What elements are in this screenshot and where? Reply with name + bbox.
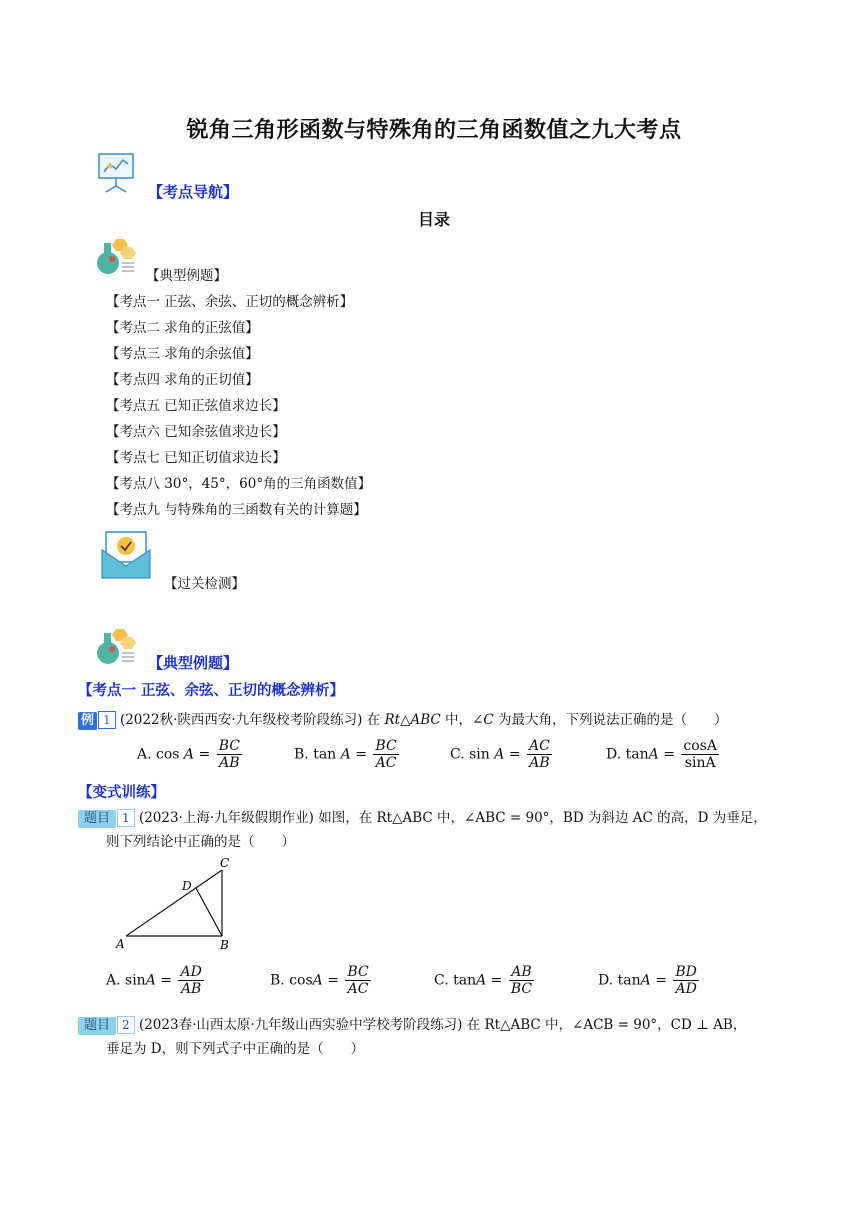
question-2-line2: 垂足为 D，则下列式子中正确的是（ ） bbox=[106, 1041, 365, 1057]
example-1-angle: C bbox=[483, 712, 494, 728]
variant-heading: 【变式训练】 bbox=[78, 784, 165, 801]
toc-title: 目录 bbox=[417, 210, 450, 229]
example-1-stem bbox=[78, 708, 728, 732]
question-2-line1: (2023春·山西太原·九年级山西实验中学校考阶段练习) 在 Rt△ABC 中，∠ACB = 90°，CD ⊥ AB， bbox=[138, 1017, 747, 1033]
question-1-option-a[interactable]: A. sinA = $\frac{AD}{AB}$ bbox=[106, 964, 202, 997]
question-number: 2 bbox=[117, 1016, 135, 1034]
example-1-triangle: Rt△ABC bbox=[384, 712, 441, 728]
toc-item-kp9[interactable]: 【考点九 与特殊角的三函数有关的计算题】 bbox=[106, 502, 367, 518]
envelope-check-icon bbox=[100, 528, 152, 584]
vertex-label-b: B bbox=[220, 938, 229, 952]
toc-item-examples[interactable]: 【典型例题】 bbox=[146, 268, 227, 284]
vertex-label-a: A bbox=[116, 937, 125, 951]
question-badge: 题目 bbox=[78, 810, 116, 828]
question-1-line1: (2023·上海·九年级假期作业) 如图，在 Rt△ABC 中，∠ABC = 90°，BD 为斜边 AC 的高，D 为垂足， bbox=[138, 810, 767, 826]
toc-item-kp3[interactable]: 【考点三 求角的余弦值】 bbox=[106, 346, 259, 362]
toc-item-kp7[interactable]: 【考点七 已知正切值求边长】 bbox=[106, 450, 286, 466]
example-1-option-a[interactable]: A. cos A = $\frac{BC}{AB}$ bbox=[137, 738, 240, 771]
toc-item-kp8[interactable]: 【考点八 30°，45°，60°角的三角函数值】 bbox=[106, 476, 372, 492]
kp1-heading: 【考点一 正弦、余弦、正切的概念辨析】 bbox=[78, 682, 345, 699]
question-1-option-d[interactable]: D. tanA = $\frac{BD}{AD}$ bbox=[598, 964, 697, 997]
example-1-text: 中，∠ bbox=[440, 712, 484, 728]
example-1-question: 为最大角，下列说法正确的是（ ） bbox=[493, 712, 728, 728]
example-1-option-b[interactable]: B. tan A = $\frac{BC}{AC}$ bbox=[294, 738, 397, 771]
question-number: 1 bbox=[117, 809, 135, 827]
flask-icon bbox=[94, 627, 138, 671]
toc-item-kp1[interactable]: 【考点一 正弦、余弦、正切的概念辨析】 bbox=[106, 294, 354, 310]
question-badge: 题目 bbox=[78, 1017, 116, 1035]
toc-item-check[interactable]: 【过关检测】 bbox=[164, 576, 245, 592]
example-1-option-d[interactable]: D. tanA = $\frac{\cos A}{\sin A}$ bbox=[606, 738, 717, 771]
question-1-option-b[interactable]: B. cosA = $\frac{BC}{AC}$ bbox=[270, 964, 369, 997]
example-number: 1 bbox=[98, 711, 116, 729]
toc-item-kp5[interactable]: 【考点五 已知正弦值求边长】 bbox=[106, 398, 286, 414]
example-badge: 例 bbox=[78, 712, 97, 730]
question-2-stem bbox=[78, 1013, 746, 1037]
page-title: 锐角三角形函数与特殊角的三角函数值之九大考点 bbox=[186, 117, 682, 143]
presentation-board-icon bbox=[96, 152, 138, 198]
vertex-label-c: C bbox=[220, 856, 230, 870]
examples-heading: 【典型例题】 bbox=[148, 654, 239, 672]
triangle-figure bbox=[110, 854, 240, 958]
question-1-stem bbox=[78, 806, 767, 830]
example-1-option-c[interactable]: C. sin A = $\frac{AC}{AB}$ bbox=[450, 738, 550, 771]
example-1-source: (2022秋·陕西西安·九年级校考阶段练习) 在 bbox=[119, 712, 385, 728]
question-1-option-c[interactable]: C. tanA = $\frac{AB}{BC}$ bbox=[434, 964, 533, 997]
flask-icon bbox=[94, 237, 138, 281]
toc-item-kp2[interactable]: 【考点二 求角的正弦值】 bbox=[106, 320, 259, 336]
toc-item-kp4[interactable]: 【考点四 求角的正切值】 bbox=[106, 372, 259, 388]
nav-heading: 【考点导航】 bbox=[148, 183, 239, 201]
vertex-label-d: D bbox=[182, 879, 192, 893]
question-1-line2: 则下列结论中正确的是（ ） bbox=[106, 834, 295, 850]
toc-item-kp6[interactable]: 【考点六 已知余弦值求边长】 bbox=[106, 424, 286, 440]
